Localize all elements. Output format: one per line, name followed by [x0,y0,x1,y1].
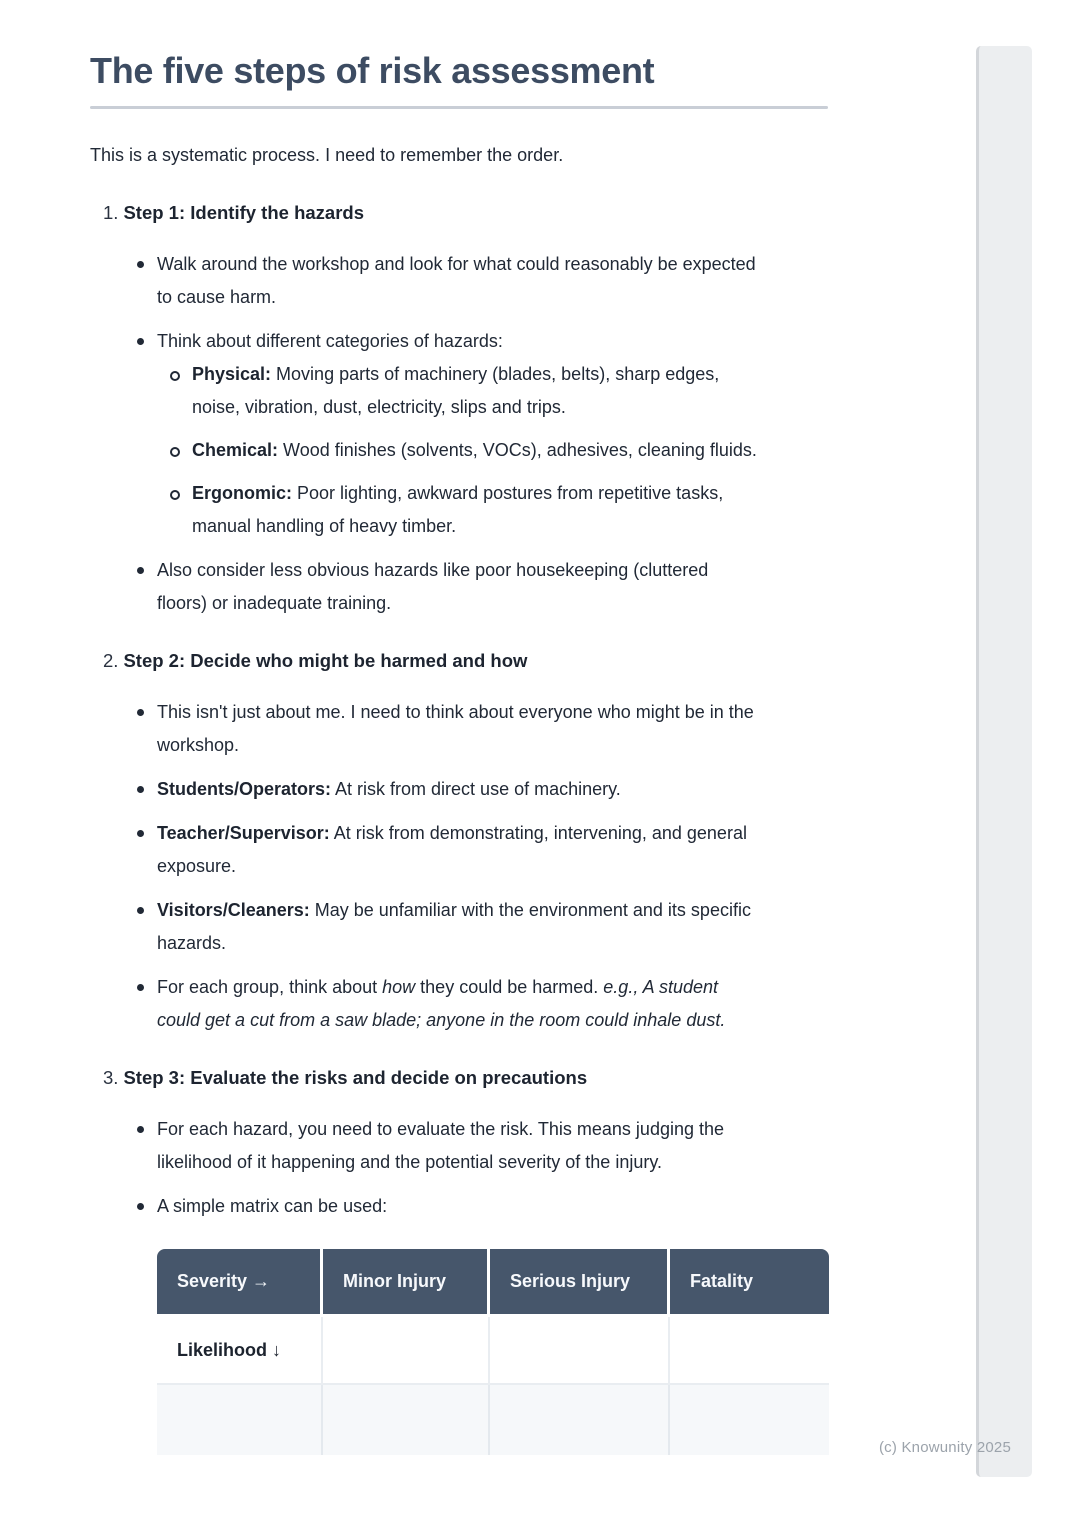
sub-bullet-item [192,358,757,424]
step-title: Step 1: Identify the hazards [123,202,364,223]
step-item-2 [90,644,830,1037]
term-label: Chemical: [192,440,279,460]
table-header-cell-fatality: Fatality [670,1249,829,1317]
table-cell [670,1317,829,1385]
steps-list [90,196,830,1223]
bullet-item [157,773,757,806]
intro-paragraph: This is a systematic process. I need to remember the order. [90,145,564,165]
bullet-item [157,894,757,960]
term-label: Physical: [192,364,272,384]
bullet-item [157,696,757,762]
table-header-cell-minor-injury: Minor Injury [323,1249,490,1317]
bullet-text: May be unfamiliar with the environment and its specific hazards. [157,900,751,953]
step-title: Step 3: Evaluate the risks and decide on precautions [123,1067,588,1088]
step-item-1 [90,196,830,620]
bullet-item [157,817,757,883]
risk-matrix-table [157,1249,829,1455]
bullet-text: For each hazard, you need to evaluate the risk. This means judging the likelihood of it happening and the potential severity of the injury. [157,1119,725,1172]
bullet-item [157,554,757,620]
table-header-row [157,1249,829,1317]
note-content [90,0,830,1455]
bullet-text-italic: how [382,977,416,997]
step-item-3 [90,1061,830,1223]
bullet-text-italic: e.g., A student could get a cut from a saw blade; anyone in the room could inhale dust. [157,977,726,1030]
sub-bullet-item [192,477,757,543]
table-header-cell-serious-injury: Serious Injury [490,1249,670,1317]
term-label: Students/Operators: [157,779,332,799]
term-label: Teacher/Supervisor: [157,823,330,843]
table-cell [323,1385,490,1455]
term-label: Visitors/Cleaners: [157,900,310,920]
bullet-item [157,248,757,314]
bullet-list [103,248,830,620]
table-cell [323,1317,490,1385]
bullet-item [157,971,757,1037]
step-number: 2. [103,650,119,671]
step-heading [103,196,830,229]
bullet-item [157,325,757,543]
sub-bullet-item [192,434,757,467]
scrollbar[interactable] [976,46,1032,1477]
table-header-cell-severity: Severity → [157,1249,323,1317]
bullet-text: Moving parts of machinery (blades, belts), sharp edges, noise, vibration, dust, electricity, slips and trips. [192,364,720,417]
step-heading [103,1061,830,1094]
title-divider [90,106,828,109]
table-cell [670,1385,829,1455]
table-row [157,1317,829,1385]
sub-bullet-list [157,358,757,543]
bullet-text: Think about different categories of hazards: [157,331,503,351]
bullet-list [103,1113,830,1223]
bullet-item [157,1113,757,1179]
table-row [157,1385,829,1455]
page-title: The five steps of risk assessment [90,50,655,91]
bullet-text: Poor lighting, awkward postures from repetitive tasks, manual handling of heavy timber. [192,483,724,536]
table-cell [490,1317,670,1385]
bullet-text: At risk from direct use of machinery. [331,779,621,799]
step-number: 3. [103,1067,119,1088]
copyright-watermark: (c) Knowunity 2025 [878,1439,1011,1456]
step-number: 1. [103,202,119,223]
bullet-text: Also consider less obvious hazards like poor housekeeping (cluttered floors) or inadequate training. [157,560,709,613]
bullet-list [103,696,830,1037]
table-cell [490,1385,670,1455]
bullet-text: Walk around the workshop and look for what could reasonably be expected to cause harm. [157,254,756,307]
bullet-text: This isn't just about me. I need to think about everyone who might be in the workshop. [157,702,754,755]
bullet-text: Wood finishes (solvents, VOCs), adhesives, cleaning fluids. [278,440,757,460]
bullet-text: For each group, think about [157,977,383,997]
table-cell [157,1385,323,1455]
step-heading [103,644,830,677]
bullet-text: At risk from demonstrating, intervening, and general exposure. [157,823,747,876]
bullet-text: A simple matrix can be used: [157,1196,388,1216]
bullet-text: they could be harmed. [415,977,604,997]
step-title: Step 2: Decide who might be harmed and how [123,650,528,671]
row-label-cell: Likelihood ↓ [157,1317,323,1385]
term-label: Ergonomic: [192,483,293,503]
bullet-item [157,1190,757,1223]
